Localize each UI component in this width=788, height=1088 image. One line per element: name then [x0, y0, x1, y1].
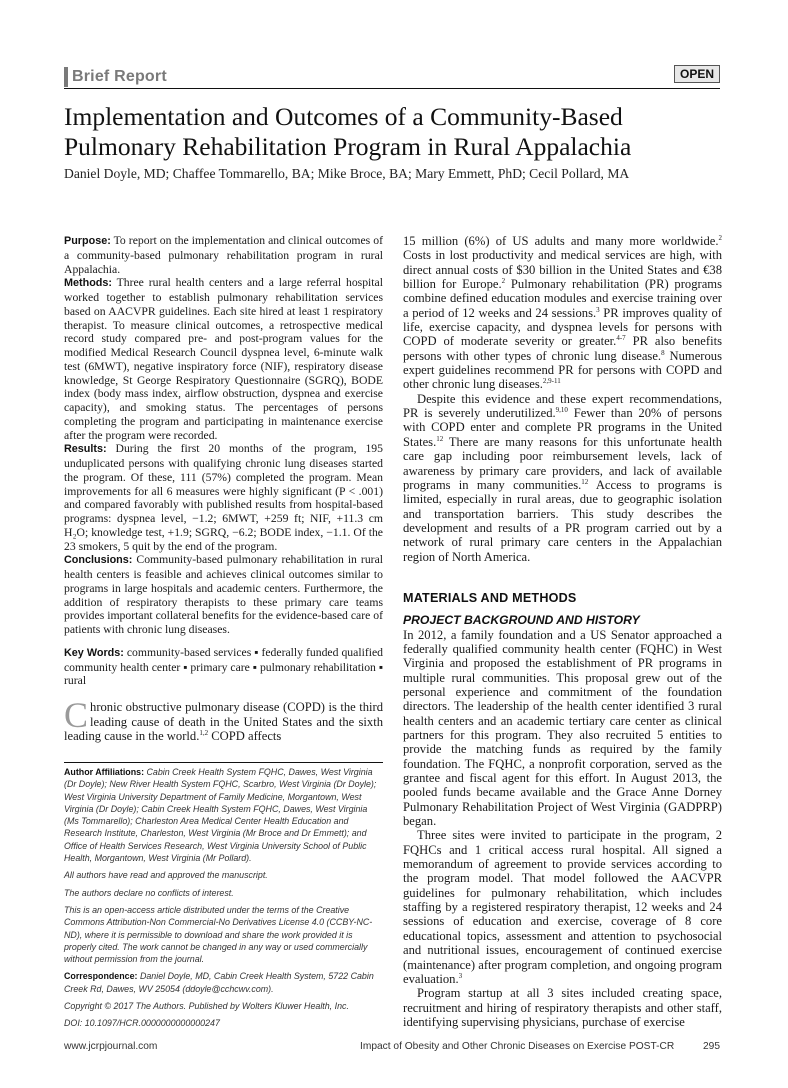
citation: 2: [501, 277, 506, 286]
text-run: Fewer than 20% of persons with COPD enter and complete PR programs in the United States.: [403, 406, 722, 449]
abstract-results: [64, 442, 383, 553]
page-footer: [64, 1041, 720, 1055]
body-paragraph: In 2012, a family foundation and a US Senator approached a federally qualified community health center (FQHC) in West Virginia and proposed the establishment of PR programs in multiple rural communities. This proposal grew out of the personal experience and commitment of the foundation directors. The leadership of the health center identified 3 rural health centers and an academic tertiary care center as clinical partners for this program. They also recruited 5 entities to provide the matching funds as required by the family foundation. The FQHC, a nonprofit corporation, served as the grantee and fiscal agent for this effort. In August 2013, the pooled funds became available and the Grace Anne Dorney Pulmonary Rehabilitation Project of West Virginia (GADPRP) began.: [403, 627, 722, 829]
abstract-purpose: [64, 234, 383, 276]
page-number: 295: [703, 1041, 720, 1052]
purpose-label: Purpose:: [64, 235, 111, 247]
intro-text-after: COPD affects: [208, 729, 282, 743]
abstract: [64, 234, 383, 688]
citation: 2: [718, 234, 722, 242]
keywords-text: community-based services ▪ federally funded qualified community health center ▪ primary care ▪ pulmonary rehabilitation ▪ rural: [64, 645, 383, 688]
open-access-badge: OPEN: [674, 65, 720, 83]
body-paragraph: [403, 234, 722, 392]
title-line-1: Implementation and Outcomes of a Community-Based: [64, 102, 623, 131]
text-run: Three sites were invited to participate in the program, 2 FQHCs and 1 critical access rural hospital. All signed a memorandum of agreement to provide services according to the program model. That model followed the AACVPR guidelines for pulmonary rehabilitation, which includes staffing by a registered respiratory therapist, 12 weeks and 24 sessions of education and exercise, coverage of 8 core educational topics, assessment and attention to psychosocial and nutritional issues, encouragement of continued exercise (maintenance) after program completion, and ongoing program evaluation.: [403, 828, 722, 986]
section-tag: [64, 67, 167, 87]
body-paragraph: Program startup at all 3 sites included creating space, recruitment and hiring of respiratory therapists and other staff, identifying supervising physicians, purchase of exercise: [403, 986, 722, 1029]
abstract-conclusions: [64, 553, 383, 637]
section-label: Brief Report: [72, 68, 167, 85]
approval-statement: All authors have read and approved the manuscript.: [64, 870, 268, 881]
left-column: [64, 234, 383, 744]
results-text: During the first 20 months of the program, 195 unduplicated persons with qualifying chronic lung diseases started the program. Of these, 111 (57%) completed the program. Mean improvements for all 6 measures were highly significant (P < .001) and compared favorably with published results from hospital-based programs: dyspnea level, −1.2; 6MWT, +259 ft; NIF, +11.3 cm H₂O; knowledge test, +1.9; SGRQ, −6.2; BODE index, −1.1. Of the 23 smokers, 5 quit by the end of the program.: [64, 442, 383, 553]
right-column: [403, 234, 722, 1029]
text-run: Pulmonary rehabilitation (PR) programs combine defined education modules and exercise training over a period of 12 weeks and 24 sessions.: [403, 277, 722, 320]
text-run: PR also benefits persons with other types of chronic lung disease.: [403, 334, 722, 363]
purpose-text: To report on the implementation and clinical outcomes of a community-based pulmonary rehabilitation program in rural Appalachia.: [64, 234, 383, 276]
methods-text: Three rural health centers and a large referral hospital worked together to establish pulmonary rehabilitation services based on AACVPR guidelines. Each site hired at least 1 respiratory therapist. To measure clinical outcomes, a retrospective medical record study compared pre- and post-program values for the modified Medical Research Council dyspnea level, 6-minute walk test (6MWT), negative inspiratory force (NIF), respiratory disease knowledge, St George Respiratory Questionnaire (SGRQ), BODE index (body mass index, airflow obstruction, dyspnea and exercise capacity), and smoking status. The percentages of persons completing the program and participating in maintenance exercise after the program were recorded.: [64, 276, 383, 442]
correspondence: [64, 970, 383, 995]
keywords: [64, 646, 383, 688]
citation: 1,2: [199, 729, 209, 737]
citation: 3: [596, 305, 600, 314]
citation: 2,9-11: [542, 377, 561, 386]
conclusions-text: Community-based pulmonary rehabilitation in rural health centers is feasible and achieves clinical outcomes similar to programs in large hospitals and academic centers. Furthermore, the addition of respiratory therapists to these primary care teams provides important collateral benefits for the evidence-based care of patients with chronic lung diseases.: [64, 553, 383, 636]
text-run: Costs in lost productivity and medical services are high, with direct annual costs of $30 billion in the United States and €38 billion for Europe.: [403, 248, 722, 292]
text-run: There are many reasons for this unfortunate health care gap including poor reimbursement levels, lack of awareness by primary care providers, and lack of available programs in many communities.: [403, 434, 722, 492]
drop-cap: C: [64, 695, 89, 735]
title-line-2: Pulmonary Rehabilitation Program in Rural Appalachia: [64, 132, 632, 161]
citation: 9,10: [555, 406, 568, 415]
correspondence-label: Correspondence:: [64, 971, 138, 982]
citation: 12: [581, 477, 589, 486]
citation: 3: [458, 971, 463, 980]
correspondence-text: Daniel Doyle, MD, Cabin Creek Health System, 5722 Cabin Creek Rd, Dawes, WV 25054 (ddoyle@cchcwv.com).: [64, 971, 374, 994]
citation: 4-7: [616, 334, 626, 343]
abstract-methods: [64, 276, 383, 442]
text-run: 15 million (6%) of US adults and many more worldwide.: [403, 234, 719, 248]
citation: 12: [436, 434, 444, 443]
conclusions-label: Conclusions:: [64, 554, 133, 567]
text-run: PR improves quality of life, exercise capacity, and dyspnea levels for persons with COPD of moderate severity or greater.: [403, 305, 722, 349]
citation: 8: [661, 348, 665, 357]
author-list: Daniel Doyle, MD; Chaffee Tommarello, BA; Mike Broce, BA; Mary Emmett, PhD; Cecil Pollard, MA: [64, 166, 630, 181]
article-title: [64, 102, 744, 162]
running-title: Impact of Obesity and Other Chronic Diseases on Exercise POST-CR: [360, 1041, 675, 1052]
section-heading: MATERIALS AND METHODS: [403, 590, 577, 605]
license-statement: This is an open-access article distributed under the terms of the Creative Commons Attribution-Non Commercial-No Derivatives License 4.0 (CCBY-NC-ND), where it is permissible to download and share the work provided it is properly cited. The work cannot be changed in any way or used commercially without permission from the journal.: [64, 904, 373, 965]
results-label: Results:: [64, 443, 107, 456]
journal-url[interactable]: www.jcrpjournal.com: [64, 1041, 158, 1052]
doi[interactable]: DOI: 10.1097/HCR.0000000000000247: [64, 1018, 220, 1029]
conflict-statement: The authors declare no conflicts of interest.: [64, 887, 234, 898]
header-band: [64, 64, 720, 89]
methods-label: Methods:: [64, 277, 112, 290]
keywords-label: Key Words:: [64, 646, 124, 659]
body-paragraph: [403, 828, 722, 986]
subsection-heading: PROJECT BACKGROUND AND HISTORY: [403, 613, 640, 628]
author-affiliations: [64, 762, 383, 1035]
body-paragraph: [403, 392, 722, 564]
text-run: Despite this evidence and these expert recommendations, PR is severely underutilized.: [403, 391, 722, 421]
affiliations-text: Cabin Creek Health System FQHC, Dawes, West Virginia (Dr Doyle); New River Health System FQHC, Scarbro, West Virginia (Dr Doyle); West Virginia University Department of Family Medicine, Morgantown, West Virginia (Dr Doyle); Cabin Creek Health System FQHC, Dawes, West Virginia (Ms Tommarello); Charleston Area Medical Center Health Education and Research Institute, Charleston, West Virginia (Mr Broce and Dr Emmett); and Office of Health Services Research, West Virginia University School of Public Health, Morgantown, West Virginia (Mr Pollard).: [64, 767, 377, 864]
section-tag-bar: [64, 67, 68, 87]
affiliations-label: Author Affiliations:: [64, 767, 145, 777]
text-run: Numerous expert guidelines recommend PR for persons with COPD and other chronic lung diseases.: [403, 348, 722, 392]
intro-text: hronic obstructive pulmonary disease (COPD) is the third leading cause of death in the United States and the sixth leading cause in the world.: [64, 700, 383, 743]
text-run: Access to programs is limited, especially in rural areas, due to geographic isolation and transportation barriers. This study describes the development and results of a PR program carried out by a network of rural primary care centers in the Appalachian region of North America.: [403, 477, 722, 564]
affiliations-paragraph: [64, 766, 383, 864]
intro-paragraph: [64, 695, 383, 744]
copyright: Copyright © 2017 The Authors. Published by Wolters Kluwer Health, Inc.: [64, 1001, 349, 1012]
